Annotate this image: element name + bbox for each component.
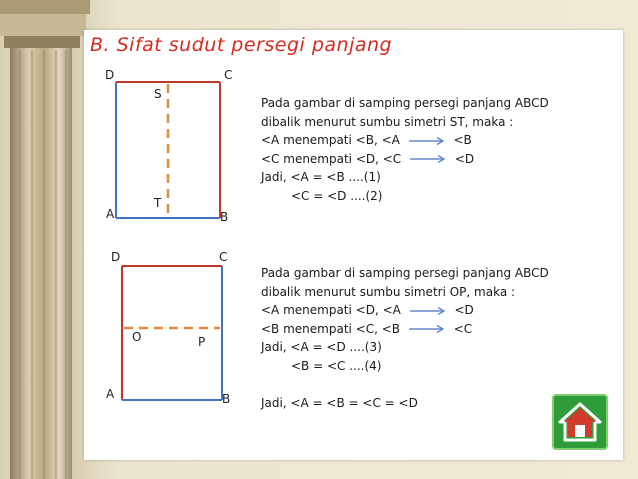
- para1-line6: <C = <D ....(2): [291, 188, 383, 203]
- vertex-d-2: D: [111, 250, 121, 264]
- para2-line3-left: <A menempati <D, <A: [261, 303, 401, 317]
- para1-line4-right: <D: [454, 151, 475, 166]
- para1-line4: [261, 150, 549, 169]
- para2-line1: Pada gambar di samping persegi panjang ABCD: [261, 266, 549, 280]
- explanation-1: [261, 94, 549, 205]
- para2-line2: dibalik menurut sumbu simetri OP, maka :: [261, 284, 516, 299]
- vertex-b-1: B: [220, 210, 229, 224]
- para2-line4-right: <C: [453, 321, 473, 336]
- para1-line3: [261, 131, 549, 150]
- point-o: O: [132, 330, 142, 344]
- point-p: P: [198, 335, 206, 349]
- para2-conclusion: Jadi, <A = <B = <C = <D: [261, 395, 418, 410]
- para2-line6: <B = <C ....(4): [291, 358, 382, 373]
- pillar-decoration: [0, 0, 90, 479]
- home-icon: [554, 396, 606, 448]
- para1-line1: Pada gambar di samping persegi panjang ABCD: [261, 96, 549, 110]
- explanation-2: [261, 264, 549, 412]
- para1-line5: Jadi, <A = <B ....(1): [261, 170, 381, 184]
- arrow-right-icon: [408, 324, 446, 334]
- para2-line5: Jadi, <A = <D ....(3): [261, 340, 382, 354]
- arrow-right-icon: [408, 136, 446, 146]
- para2-line3: [261, 301, 549, 320]
- vertex-b-2: B: [222, 392, 231, 406]
- para2-line3-right: <D: [454, 303, 474, 317]
- vertex-d-1: D: [105, 68, 115, 82]
- figure-rectangle-st: [114, 80, 224, 220]
- para1-line4-left: <C menempati <D, <C: [261, 151, 402, 166]
- home-button[interactable]: [552, 394, 608, 450]
- vertex-c-1: C: [224, 68, 233, 82]
- para2-line4-left: <B menempati <C, <B: [261, 321, 401, 336]
- slide-title: B. Sifat sudut persegi panjang: [90, 34, 393, 56]
- point-t: T: [154, 196, 162, 210]
- slide: [84, 30, 623, 460]
- para1-line3-right: <B: [453, 133, 472, 147]
- para1-line3-left: <A menempati <B, <A: [261, 133, 400, 147]
- vertex-c-2: C: [219, 250, 228, 264]
- arrow-right-icon: [409, 306, 447, 316]
- vertex-a-1: A: [106, 207, 115, 221]
- para2-line4: [261, 320, 549, 339]
- para1-line2: dibalik menurut sumbu simetri ST, maka :: [261, 114, 514, 129]
- arrow-right-icon: [409, 154, 447, 164]
- point-s: S: [154, 87, 162, 101]
- vertex-a-2: A: [106, 387, 115, 401]
